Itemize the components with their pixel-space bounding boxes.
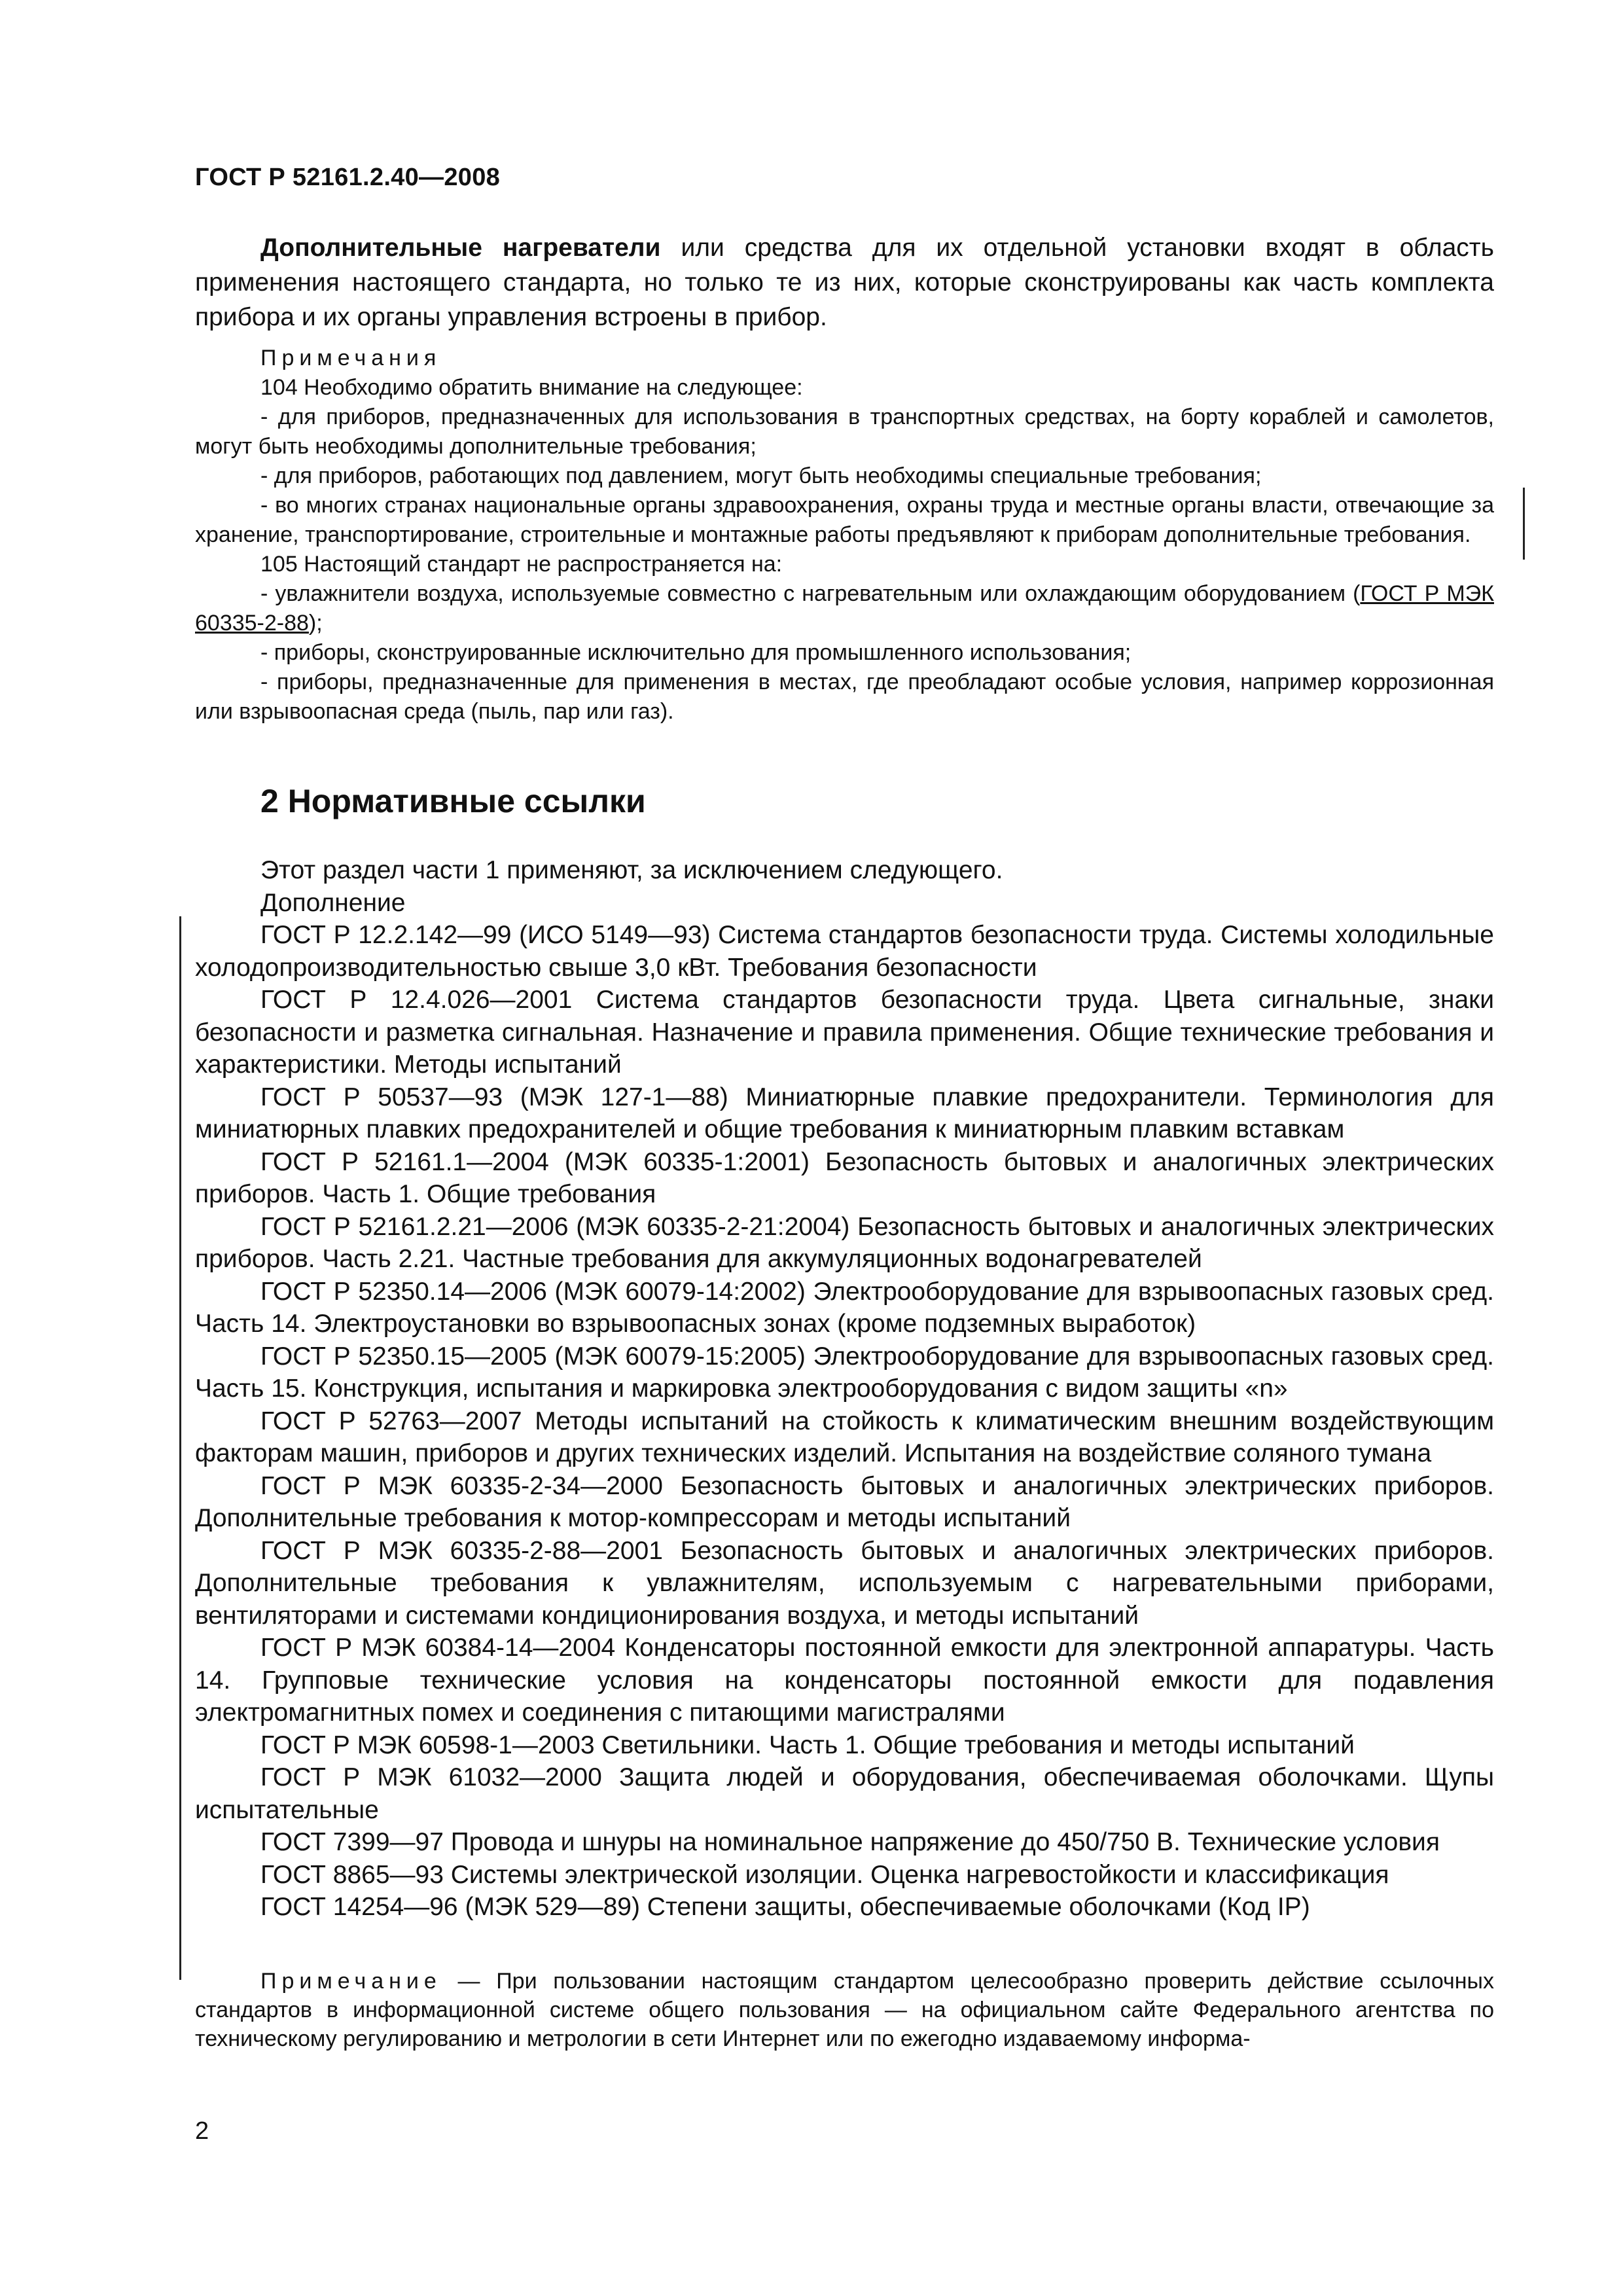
reference-item: ГОСТ Р 52350.15—2005 (МЭК 60079-15:2005) Электрооборудование для взрывоопасных газовых сред. Часть 15. Конструкция, испытания и маркировка электрооборудования с видом защиты «n» (195, 1342, 1494, 1403)
intro-bold-term: Дополнительные нагреватели (260, 234, 661, 262)
note-104-item: - для приборов, предназначенных для использования в транспортных средствах, на борту кораблей и самолетов, могут быть необходимы дополнительные требования; (195, 404, 1494, 459)
reference-item: ГОСТ Р 12.2.142—99 (ИСО 5149—93) Система стандартов безопасности труда. Системы холодильные холодопроизводительностью свыше 3,0 кВт. Требования безопасности (195, 921, 1494, 982)
note-104-item: - для приборов, работающих под давлением, могут быть необходимы специальные требования; (260, 463, 1262, 488)
note-105-item1-text: - увлажнители воздуха, используемые совместно с нагревательным или охлаждающим оборудованием ( (260, 581, 1361, 606)
reference-item: ГОСТ Р 50537—93 (МЭК 127-1—88) Миниатюрные плавкие предохранители. Терминология для миниатюрных плавких предохранителей и общие требования к миниатюрным плавким вставкам (195, 1083, 1494, 1143)
addition-label: Дополнение (260, 888, 406, 917)
final-note (195, 1967, 1494, 2053)
note-105-lead: 105 Настоящий стандарт не распространяется на: (260, 552, 783, 577)
note-104-item: - во многих странах национальные органы здравоохранения, охраны труда и местные органы власти, отвечающие за хранение, транспортирование, строительные и монтажные работы предъявляют к приборам дополнительные требования. (195, 493, 1494, 547)
gost-reference-link[interactable]: ГОСТ Р МЭК 60335-2-88 (195, 581, 1494, 636)
reference-item: ГОСТ 14254—96 (МЭК 529—89) Степени защиты, обеспечиваемые оболочками (Код IP) (260, 1893, 1310, 1921)
reference-item: ГОСТ Р 52161.2.21—2006 (МЭК 60335-2-21:2004) Безопасность бытовых и аналогичных электрических приборов. Часть 2.21. Частные требования для аккумуляционных водонагревателей (195, 1212, 1494, 1273)
note-label: Примечание (260, 1969, 442, 1994)
normative-references (195, 854, 1494, 1924)
reference-item: ГОСТ Р 12.4.026—2001 Система стандартов безопасности труда. Цвета сигнальные, знаки безопасности и разметка сигнальная. Назначение и правила применения. Общие технические требования и характеристики. Методы испытаний (195, 986, 1494, 1079)
notes-heading: Примечания (260, 346, 442, 370)
reference-item: ГОСТ Р МЭК 60384-14—2004 Конденсаторы постоянной емкости для электронной аппаратуры. Часть 14. Групповые технические условия на конденсаторы постоянной емкости для подавления электромагнитных помех и соединения с питающими магистралями (195, 1634, 1494, 1727)
notes-block (195, 344, 1494, 726)
standard-header: ГОСТ Р 52161.2.40—2008 (195, 164, 501, 191)
note-104-lead: 104 Необходимо обратить внимание на следующее: (260, 375, 803, 400)
change-bar (1523, 488, 1525, 560)
note-105-item: - приборы, предназначенные для применения в местах, где преобладают особые условия, например коррозионная или взрывоопасная среда (пыль, пар или газ). (195, 670, 1494, 724)
reference-item: ГОСТ Р 52350.14—2006 (МЭК 60079-14:2002) Электрооборудование для взрывоопасных газовых сред. Часть 14. Электроустановки во взрывоопасных зонах (кроме подземных выработок) (195, 1277, 1494, 1338)
reference-item: ГОСТ Р 52161.1—2004 (МЭК 60335-1:2001) Безопасность бытовых и аналогичных электрических приборов. Часть 1. Общие требования (195, 1147, 1494, 1208)
final-note-text (195, 1967, 1494, 2053)
page-number: 2 (195, 2117, 209, 2145)
intro-paragraph (195, 230, 1494, 334)
section-title: 2 Нормативные ссылки (260, 783, 646, 819)
note-105-item (195, 579, 1494, 638)
reference-item: ГОСТ 7399—97 Провода и шнуры на номинальное напряжение до 450/750 В. Технические условия (260, 1828, 1440, 1856)
section-intro: Этот раздел части 1 применяют, за исключением следующего. (260, 856, 1003, 884)
reference-item: ГОСТ Р МЭК 60335-2-34—2000 Безопасность бытовых и аналогичных электрических приборов. Дополнительные требования к мотор-компрессорам и методы испытаний (195, 1471, 1494, 1532)
reference-item: ГОСТ Р МЭК 60335-2-88—2001 Безопасность бытовых и аналогичных электрических приборов. Дополнительные требования к увлажнителям, используемым с нагревательными приборами, вентиляторами и системами кондиционирования воздуха, и методы испытаний (195, 1536, 1494, 1630)
reference-item: ГОСТ 8865—93 Системы электрической изоляции. Оценка нагревостойкости и классификация (260, 1860, 1389, 1889)
reference-item: ГОСТ Р 52763—2007 Методы испытаний на стойкость к климатическим внешним воздействующим факторам машин, приборов и других технических изделий. Испытания на воздействие соляного тумана (195, 1407, 1494, 1467)
intro-text (195, 230, 1494, 334)
reference-list (195, 919, 1494, 1924)
note-105-item1-end: ); (308, 611, 323, 636)
note-105-item: - приборы, сконструированные исключительно для промышленного использования; (260, 640, 1132, 665)
note-body: — При пользовании настоящим стандартом целесообразно проверить действие ссылочных стандартов в информационной системе общего пользования — на официальном сайте Федерального агентства по техническому регулированию и метрологии в сети Интернет или по ежегодно издаваемому информа- (195, 1969, 1494, 2051)
reference-item: ГОСТ Р МЭК 61032—2000 Защита людей и оборудования, обеспечиваемая оболочками. Щупы испытательные (195, 1763, 1494, 1824)
reference-item: ГОСТ Р МЭК 60598-1—2003 Светильники. Часть 1. Общие требования и методы испытаний (260, 1731, 1355, 1759)
intro-rest: или средства для их отдельной установки входят в область применения настоящего стандарта, но только те из них, которые сконструированы как часть комплекта прибора и их органы управления встроены в прибор. (195, 234, 1494, 331)
change-bar (179, 916, 181, 1980)
